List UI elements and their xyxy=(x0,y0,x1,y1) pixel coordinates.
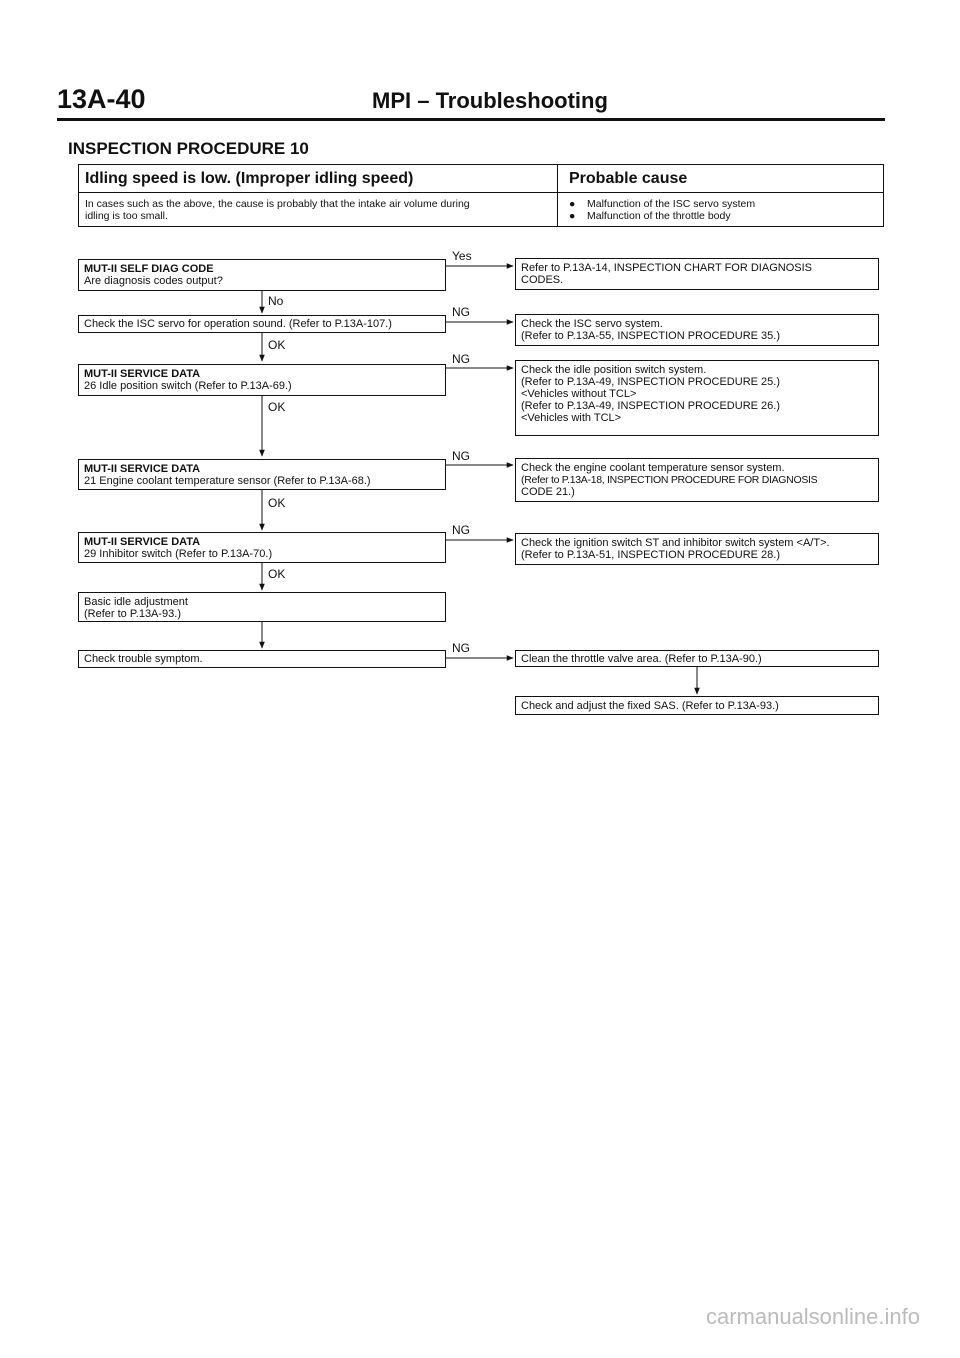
action-text: Clean the throttle valve area. (Refer to P.13A-90.) xyxy=(521,653,762,665)
step-text: 21 Engine coolant temperature sensor (Refer to P.13A-68.) xyxy=(84,475,371,487)
step-box-inhibitor-switch xyxy=(78,532,446,563)
action-text: Check the ISC servo system. xyxy=(521,318,663,330)
branch-label: NG xyxy=(452,305,470,319)
cause-bullet-icon: ● xyxy=(569,210,576,222)
action-text: Check and adjust the fixed SAS. (Refer to P.13A-93.) xyxy=(521,700,779,712)
down-label: OK xyxy=(268,338,286,352)
step-text: 26 Idle position switch (Refer to P.13A-69.) xyxy=(84,380,292,392)
step-heading: MUT-II SERVICE DATA xyxy=(84,463,201,475)
cause-item: Malfunction of the ISC servo system xyxy=(587,198,756,210)
action-text: <Vehicles without TCL> xyxy=(521,388,637,400)
step-text: Basic idle adjustment xyxy=(84,596,188,608)
step-box-idle-adjustment xyxy=(78,592,446,622)
branch-label: NG xyxy=(452,352,470,366)
step-heading: MUT-II SERVICE DATA xyxy=(84,536,201,548)
step-text: 29 Inhibitor switch (Refer to P.13A-70.) xyxy=(84,548,273,560)
section-title: INSPECTION PROCEDURE 10 xyxy=(68,139,309,158)
step-text: Check the ISC servo for operation sound. (Refer to P.13A-107.) xyxy=(84,318,392,330)
cause-heading: Probable cause xyxy=(569,170,688,187)
step-box-idle-switch xyxy=(78,364,446,396)
cause-item: Malfunction of the throttle body xyxy=(587,210,731,222)
action-text: <Vehicles with TCL> xyxy=(521,412,622,424)
action-box-diag-chart xyxy=(515,258,879,290)
symptom-heading: Idling speed is low. (Improper idling speed) xyxy=(85,170,414,187)
step-text: Check trouble symptom. xyxy=(84,653,203,665)
step-heading: MUT-II SERVICE DATA xyxy=(84,368,201,380)
action-text: Refer to P.13A-14, INSPECTION CHART FOR DIAGNOSIS xyxy=(521,262,812,274)
step-box-self-diag xyxy=(78,259,446,291)
down-label: OK xyxy=(268,496,286,510)
action-text: Check the engine coolant temperature sensor system. xyxy=(521,462,785,474)
action-text: (Refer to P.13A-55, INSPECTION PROCEDURE 35.) xyxy=(521,330,780,342)
action-box-fixed-sas xyxy=(515,696,879,715)
branch-label: Yes xyxy=(452,249,472,263)
action-box-throttle-valve xyxy=(515,650,879,667)
symptom-text-line: In cases such as the above, the cause is probably that the intake air volume during xyxy=(85,198,470,210)
down-label: No xyxy=(268,294,284,308)
action-text: (Refer to P.13A-51, INSPECTION PROCEDURE 28.) xyxy=(521,549,780,561)
action-box-inhibitor-switch xyxy=(515,533,879,565)
action-box-idle-switch xyxy=(515,360,879,436)
action-box-isc-servo xyxy=(515,314,879,346)
action-text: CODE 21.) xyxy=(521,486,575,498)
symptom-text-line: idling is too small. xyxy=(85,210,168,222)
step-box-isc-servo xyxy=(78,315,446,333)
branch-label: NG xyxy=(452,523,470,537)
step-box-coolant-sensor xyxy=(78,459,446,490)
action-text: (Refer to P.13A-49, INSPECTION PROCEDURE 25.) xyxy=(521,376,780,388)
branch-label: NG xyxy=(452,641,470,655)
step-text: Are diagnosis codes output? xyxy=(84,275,223,287)
page-number: 13A-40 xyxy=(57,84,146,114)
watermark: carmanualsonline.info xyxy=(705,1304,920,1329)
down-label: OK xyxy=(268,567,286,581)
action-text: CODES. xyxy=(521,274,564,286)
action-box-coolant-sensor xyxy=(515,458,879,502)
branch-label: NG xyxy=(452,449,470,463)
action-text: (Refer to P.13A-49, INSPECTION PROCEDURE 26.) xyxy=(521,400,780,412)
action-text: (Refer to P.13A-18, INSPECTION PROCEDURE FOR DIAGNOSIS xyxy=(521,474,818,486)
step-heading: MUT-II SELF DIAG CODE xyxy=(84,263,214,275)
cause-bullet-icon: ● xyxy=(569,198,576,210)
step-text: (Refer to P.13A-93.) xyxy=(84,608,182,620)
action-text: Check the ignition switch ST and inhibitor switch system <A/T>. xyxy=(521,537,830,549)
down-label: OK xyxy=(268,400,286,414)
step-box-trouble-symptom xyxy=(78,650,446,668)
action-text: Check the idle position switch system. xyxy=(521,364,707,376)
page-title: MPI – Troubleshooting xyxy=(372,88,608,113)
